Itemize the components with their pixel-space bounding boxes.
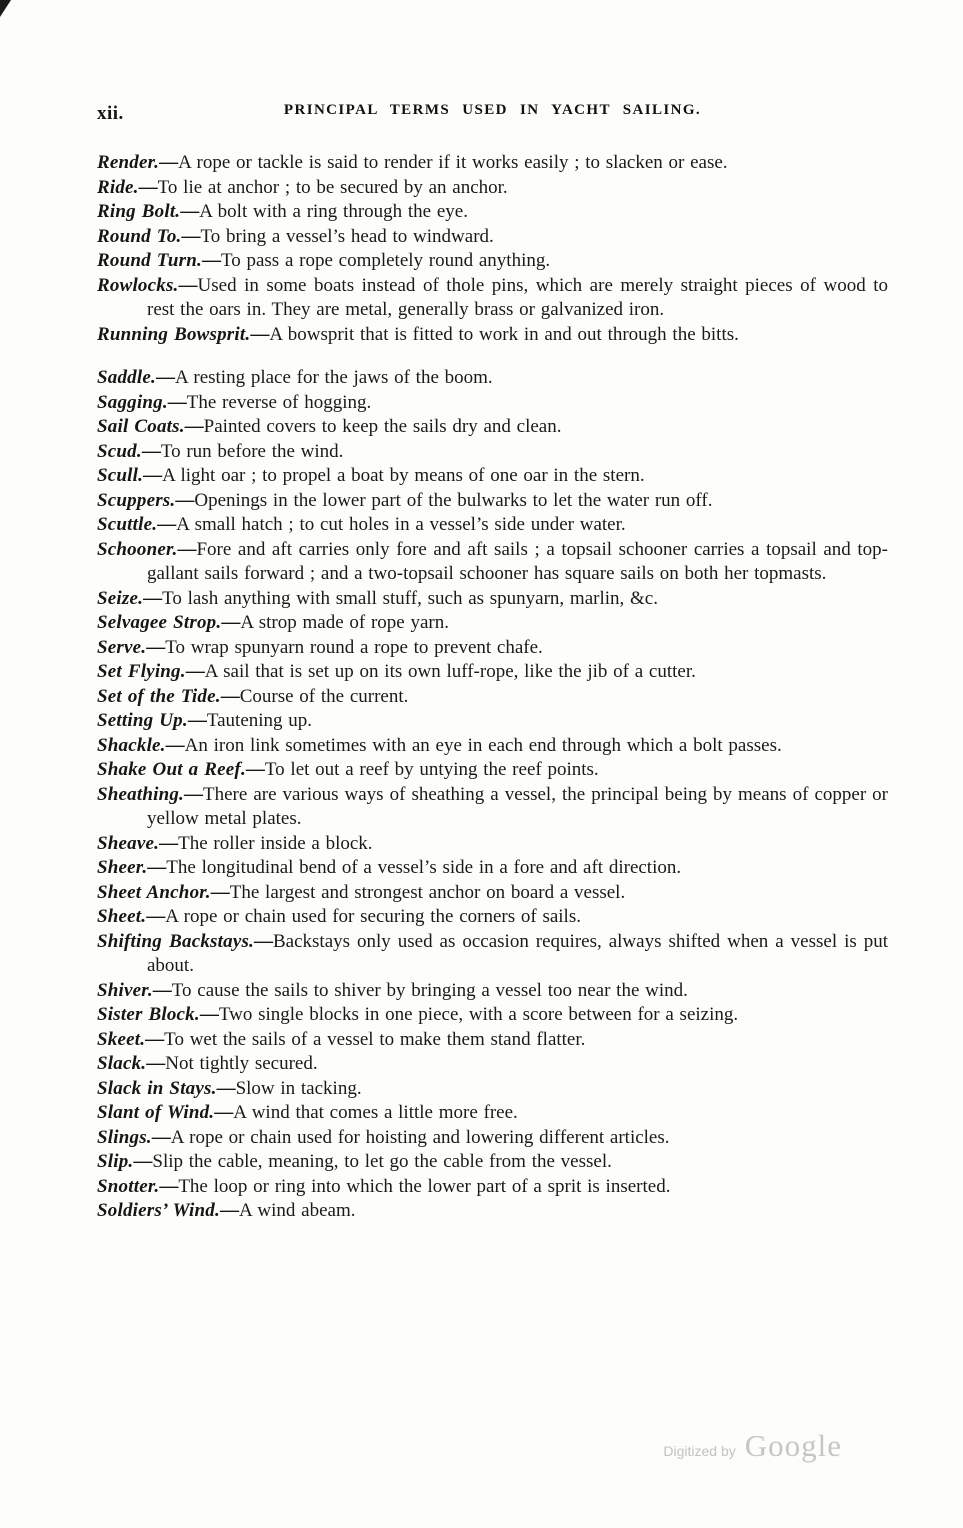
glossary-term: Round Turn. — [97, 250, 202, 271]
glossary-entry — [97, 734, 888, 759]
glossary-entry — [97, 391, 888, 416]
glossary-term: Slip. — [97, 1151, 134, 1172]
glossary-term: Scull. — [97, 465, 144, 486]
term-separator: — — [201, 250, 221, 271]
glossary-entry — [97, 1199, 888, 1224]
term-separator: — — [145, 1028, 165, 1050]
glossary-definition: Backstays only used as occasion requires, always shifted when a vessel is put about. — [147, 930, 888, 976]
glossary-entry — [97, 538, 888, 587]
glossary-term: Shackle. — [97, 734, 166, 756]
glossary-definition: A strop made of rope yarn. — [240, 612, 449, 633]
glossary-entry — [97, 464, 888, 489]
glossary-definition: To wet the sails of a vessel to make them stand flatter. — [164, 1028, 586, 1050]
glossary-definition: To wrap spunyarn round a rope to prevent chafe. — [165, 636, 543, 658]
term-separator: — — [146, 1053, 166, 1074]
glossary-definition: The largest and strongest anchor on board a vessel. — [229, 881, 626, 903]
term-separator: — — [152, 979, 172, 1001]
glossary-entry — [97, 930, 888, 979]
term-separator: — — [185, 661, 205, 682]
term-separator: — — [167, 391, 187, 413]
glossary-definition: Two single blocks in one piece, with a score between for a seizing. — [218, 1004, 739, 1025]
glossary-term: Shifting Backstays. — [97, 930, 254, 952]
term-separator: — — [151, 1126, 171, 1148]
glossary-definition: A wind abeam. — [238, 1200, 356, 1221]
page-header — [97, 102, 888, 126]
glossary-definition: A light oar ; to propel a boat by means of one oar in the stern. — [162, 465, 645, 486]
glossary-term: Schooner. — [97, 538, 178, 560]
glossary-term: Sister Block. — [97, 1004, 200, 1025]
glossary-term: Serve. — [97, 636, 147, 658]
glossary-definition: To bring a vessel’s head to windward. — [200, 225, 494, 247]
term-separator: — — [221, 612, 241, 633]
term-separator: — — [181, 225, 201, 247]
term-separator: — — [219, 1200, 239, 1221]
term-separator: — — [133, 1151, 153, 1172]
glossary-definition: Slip the cable, meaning, to let go the cable from the vessel. — [152, 1151, 612, 1172]
glossary-entry — [97, 225, 888, 250]
term-separator: — — [184, 416, 204, 437]
term-separator: — — [155, 367, 175, 388]
term-separator: — — [159, 1175, 179, 1197]
term-separator: — — [178, 274, 198, 296]
glossary-entry — [97, 1150, 888, 1175]
glossary-entry — [97, 366, 888, 391]
glossary-term: Round To. — [97, 225, 182, 247]
term-separator: — — [210, 881, 230, 903]
glossary-definition: Fore and aft carries only fore and aft sails ; a topsail schooner carries a topsail and top-gallant sails forward ; and a two-topsail schooner has square sails on both her topmasts. — [147, 538, 888, 584]
glossary-definition: To run before the wind. — [160, 440, 344, 462]
glossary-definition: A rope or chain used for hoisting and lowering different articles. — [170, 1126, 670, 1148]
glossary-term: Ride. — [97, 176, 139, 198]
glossary-definition: Course of the current. — [239, 685, 409, 707]
glossary-definition: Used in some boats instead of thole pins, which are merely straight pieces of wood to rest the oars in. They are metal, generally brass or galvanized iron. — [147, 274, 888, 320]
glossary-definition: A small hatch ; to cut holes in a vessel’s side under water. — [176, 514, 626, 535]
term-separator: — — [175, 489, 195, 511]
glossary-term: Soldiers’ Wind. — [97, 1200, 220, 1221]
term-separator: — — [214, 1102, 234, 1123]
term-separator: — — [216, 1077, 236, 1099]
term-separator: — — [177, 538, 197, 560]
glossary-entry — [97, 440, 888, 465]
glossary-entry — [97, 249, 888, 274]
glossary-entry — [97, 1175, 888, 1200]
glossary-term: Skeet. — [97, 1028, 146, 1050]
glossary-definition: The loop or ring into which the lower part of a sprit is inserted. — [178, 1175, 671, 1197]
term-separator: — — [165, 734, 185, 756]
glossary-term: Sheet. — [97, 906, 147, 927]
glossary-term: Sheet Anchor. — [97, 881, 211, 903]
glossary-term: Sail Coats. — [97, 416, 185, 437]
glossary-term: Scuppers. — [97, 489, 176, 511]
glossary-entry — [97, 758, 888, 783]
glossary-term: Seize. — [97, 587, 144, 609]
glossary-entry — [97, 1052, 888, 1077]
glossary-entry — [97, 1028, 888, 1053]
glossary-entry — [97, 1101, 888, 1126]
glossary-entry — [97, 783, 888, 832]
glossary-entry — [97, 881, 888, 906]
glossary-term: Render. — [97, 152, 160, 173]
glossary-term: Slack in Stays. — [97, 1077, 217, 1099]
glossary-entry — [97, 1003, 888, 1028]
glossary-entry — [97, 513, 888, 538]
glossary-term: Set Flying. — [97, 661, 186, 682]
glossary-entry — [97, 1077, 888, 1102]
glossary-term: Ring Bolt. — [97, 201, 181, 222]
glossary-definition: A rope or tackle is said to render if it works easily ; to slacken or ease. — [178, 152, 728, 173]
glossary-term: Scuttle. — [97, 514, 158, 535]
term-separator: — — [138, 176, 158, 198]
glossary-definition: The reverse of hogging. — [186, 391, 372, 413]
term-separator: — — [159, 832, 179, 854]
glossary-definition: Tautening up. — [206, 710, 313, 731]
glossary-definition: The longitudinal bend of a vessel’s side in a fore and aft direction. — [166, 857, 682, 878]
term-separator: — — [250, 323, 270, 345]
glossary-entry — [97, 636, 888, 661]
google-logo: Google — [744, 1428, 842, 1463]
glossary-entry — [97, 856, 888, 881]
glossary-term: Setting Up. — [97, 710, 188, 731]
glossary-entry — [97, 274, 888, 323]
glossary-definition: To lash anything with small stuff, such as spunyarn, marlin, &c. — [162, 587, 658, 609]
glossary-term: Selvagee Strop. — [97, 612, 222, 633]
scan-artifact-corner — [0, 0, 11, 17]
term-separator: — — [254, 930, 273, 952]
glossary-definition: Slow in tacking. — [235, 1077, 362, 1099]
glossary-definition: There are various ways of sheathing a vessel, the principal being by means of copper or yellow metal plates. — [147, 783, 888, 829]
term-separator: — — [157, 514, 177, 535]
term-separator: — — [187, 710, 207, 731]
glossary-entry — [97, 979, 888, 1004]
glossary-definition: A bowsprit that is fitted to work in and out through the bitts. — [269, 323, 739, 345]
glossary-entry — [97, 685, 888, 710]
term-separator: — — [184, 783, 204, 805]
term-separator: — — [199, 1004, 219, 1025]
glossary-entry — [97, 415, 888, 440]
glossary-term: Sheave. — [97, 832, 160, 854]
glossary-term: Sheathing. — [97, 783, 185, 805]
glossary-term: Shake Out a Reef. — [97, 759, 246, 780]
glossary-entry — [97, 905, 888, 930]
term-separator: — — [159, 152, 179, 173]
glossary-definition: A wind that comes a little more free. — [233, 1102, 518, 1123]
glossary-definition: To cause the sails to shiver by bringing a vessel too near the wind. — [171, 979, 688, 1001]
glossary-term: Scud. — [97, 440, 142, 462]
glossary-entry — [97, 176, 888, 201]
glossary-entry — [97, 611, 888, 636]
glossary-term: Sagging. — [97, 391, 168, 413]
glossary-definition: To lie at anchor ; to be secured by an anchor. — [157, 176, 508, 198]
term-separator: — — [143, 465, 163, 486]
glossary-definition: A bolt with a ring through the eye. — [199, 201, 468, 222]
glossary-definition: A resting place for the jaws of the boom. — [174, 367, 493, 388]
page-footer — [663, 1428, 842, 1464]
glossary-term: Snotter. — [97, 1175, 160, 1197]
glossary-term: Shiver. — [97, 979, 153, 1001]
glossary-entry — [97, 200, 888, 225]
glossary-definition: An iron link sometimes with an eye in each end through which a bolt passes. — [184, 734, 782, 756]
term-separator: — — [147, 857, 167, 878]
running-head: PRINCIPAL TERMS USED IN YACHT SAILING. — [283, 102, 702, 118]
glossary-definition: A sail that is set up on its own luff-rope, like the jib of a cutter. — [204, 661, 696, 682]
term-separator: — — [146, 906, 166, 927]
glossary-term: Running Bowsprit. — [97, 323, 251, 345]
glossary-definition: The roller inside a block. — [178, 832, 373, 854]
glossary-term: Slack. — [97, 1053, 147, 1074]
glossary-entries — [97, 151, 888, 1224]
glossary-entry — [97, 323, 888, 348]
term-separator: — — [180, 201, 200, 222]
page-number: xii. — [97, 103, 124, 124]
glossary-entry — [97, 660, 888, 685]
term-separator: — — [141, 440, 161, 462]
glossary-definition: To let out a reef by untying the reef points. — [264, 759, 599, 780]
term-separator: — — [143, 587, 163, 609]
glossary-entry — [97, 709, 888, 734]
glossary-definition: A rope or chain used for securing the corners of sails. — [165, 906, 581, 927]
glossary-entry — [97, 587, 888, 612]
term-separator: — — [220, 685, 240, 707]
glossary-entry — [97, 151, 888, 176]
glossary-definition: Openings in the lower part of the bulwarks to let the water run off. — [194, 489, 713, 511]
term-separator: — — [146, 636, 166, 658]
glossary-definition: To pass a rope completely round anything. — [220, 250, 551, 271]
glossary-term: Slings. — [97, 1126, 152, 1148]
glossary-definition: Not tightly secured. — [165, 1053, 318, 1074]
digitized-by-label: Digitized by — [663, 1443, 736, 1459]
term-separator: — — [245, 759, 265, 780]
glossary-term: Saddle. — [97, 367, 156, 388]
glossary-term: Set of the Tide. — [97, 685, 221, 707]
glossary-term: Sheer. — [97, 857, 148, 878]
glossary-term: Rowlocks. — [97, 274, 179, 296]
glossary-definition: Painted covers to keep the sails dry and clean. — [203, 416, 562, 437]
glossary-entry — [97, 832, 888, 857]
glossary-entry — [97, 489, 888, 514]
glossary-term: Slant of Wind. — [97, 1102, 215, 1123]
glossary-entry — [97, 1126, 888, 1151]
